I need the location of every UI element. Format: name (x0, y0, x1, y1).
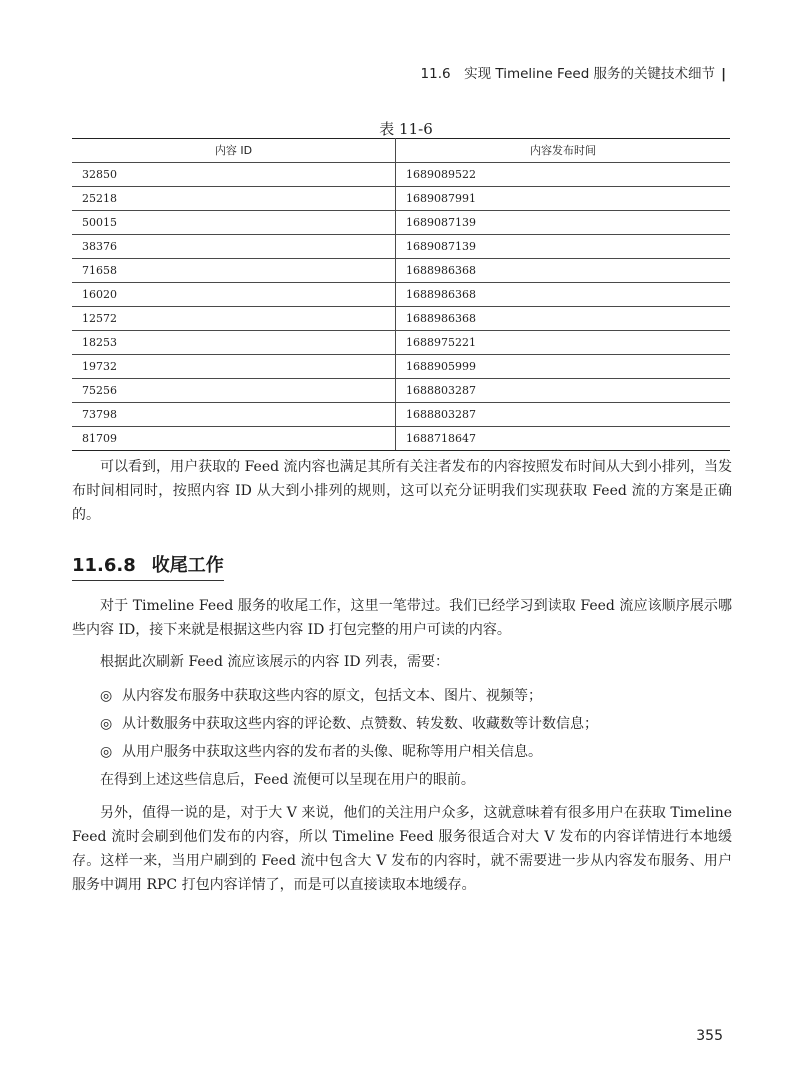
paragraph-result: 在得到上述这些信息后，Feed 流便可以呈现在用户的眼前。 (100, 772, 475, 788)
cell-content-id: 73798 (72, 403, 396, 427)
cell-publish-time: 1688986368 (396, 307, 731, 331)
cell-content-id: 18253 (72, 331, 396, 355)
running-header-bar: | (721, 66, 726, 82)
cell-publish-time: 1688975221 (396, 331, 731, 355)
paragraph-intro: 对于 Timeline Feed 服务的收尾工作，这里一笔带过。我们已经学习到读取 Feed 流应该顺序展示哪些内容 ID，接下来就是根据这些内容 ID 打包完整的用户可读的内容。 (72, 598, 732, 638)
bullet-marker: ◎ (100, 744, 113, 760)
table-row (72, 163, 730, 187)
table-row (72, 211, 730, 235)
cell-content-id: 16020 (72, 283, 396, 307)
cell-publish-time: 1689087139 (396, 235, 731, 259)
column-header-content-id: 内容 ID (72, 139, 396, 163)
table-row (72, 235, 730, 259)
table-row (72, 187, 730, 211)
cell-publish-time: 1688803287 (396, 403, 731, 427)
section-heading (72, 551, 224, 581)
paragraph-conclusion: 可以看到，用户获取的 Feed 流内容也满足其所有关注者发布的内容按照发布时间从大到小排列，当发布时间相同时，按照内容 ID 从大到小排列的规则，这可以充分证明我们实现获取 Feed 流的方案是正确的。 (72, 459, 732, 523)
section-number: 11.6.8 (72, 555, 136, 576)
page-number: 355 (696, 1028, 723, 1044)
table-row (72, 259, 730, 283)
cell-publish-time: 1688803287 (396, 379, 731, 403)
column-header-publish-time: 内容发布时间 (396, 139, 731, 163)
cell-content-id: 32850 (72, 163, 396, 187)
paragraph-requirements: 根据此次刷新 Feed 流应该展示的内容 ID 列表，需要： (100, 654, 450, 670)
cell-publish-time: 1688718647 (396, 427, 731, 451)
table-row (72, 403, 730, 427)
cell-content-id: 19732 (72, 355, 396, 379)
cell-publish-time: 1689087139 (396, 211, 731, 235)
cell-publish-time: 1688986368 (396, 259, 731, 283)
table-header-row (72, 139, 730, 163)
cell-content-id: 81709 (72, 427, 396, 451)
cell-publish-time: 1689089522 (396, 163, 731, 187)
cell-publish-time: 1688905999 (396, 355, 731, 379)
section-title: 收尾工作 (151, 555, 224, 576)
list-item (100, 712, 732, 736)
table-row (72, 331, 730, 355)
content-table (72, 138, 730, 451)
bullet-marker: ◎ (100, 716, 113, 732)
list-item-text: 从用户服务中获取这些内容的发布者的头像、昵称等用户相关信息。 (122, 744, 542, 760)
paragraph-caching: 另外，值得一说的是，对于大 V 来说，他们的关注用户众多，这就意味着有很多用户在获取 Timeline Feed 流时会刷到他们发布的内容，所以 Timeline Feed 服务很适合对大 V 发布的内容详情进行本地缓存。这样一来，当用户刷到的 Feed 流中包含大 V 发布的内容时，就不需要进一步从内容发布服务、用户服务中调用 RPC 打包内容详情了，而是可以直接读取本地缓存。 (72, 805, 732, 893)
cell-content-id: 12572 (72, 307, 396, 331)
table-row (72, 379, 730, 403)
table-caption: 表 11-6 (379, 120, 433, 138)
cell-content-id: 50015 (72, 211, 396, 235)
list-item (100, 740, 732, 764)
cell-content-id: 71658 (72, 259, 396, 283)
table-row (72, 283, 730, 307)
cell-content-id: 38376 (72, 235, 396, 259)
cell-publish-time: 1688986368 (396, 283, 731, 307)
cell-publish-time: 1689087991 (396, 187, 731, 211)
cell-content-id: 25218 (72, 187, 396, 211)
list-item (100, 684, 732, 708)
table-row (72, 355, 730, 379)
running-header (421, 62, 726, 82)
table-row (72, 307, 730, 331)
requirements-list (100, 684, 732, 768)
cell-content-id: 75256 (72, 379, 396, 403)
list-item-text: 从计数服务中获取这些内容的评论数、点赞数、转发数、收藏数等计数信息； (122, 716, 598, 732)
table-row (72, 427, 730, 451)
running-header-text: 11.6 实现 Timeline Feed 服务的关键技术细节 (420, 66, 716, 82)
list-item-text: 从内容发布服务中获取这些内容的原文，包括文本、图片、视频等； (122, 688, 542, 704)
bullet-marker: ◎ (100, 688, 113, 704)
